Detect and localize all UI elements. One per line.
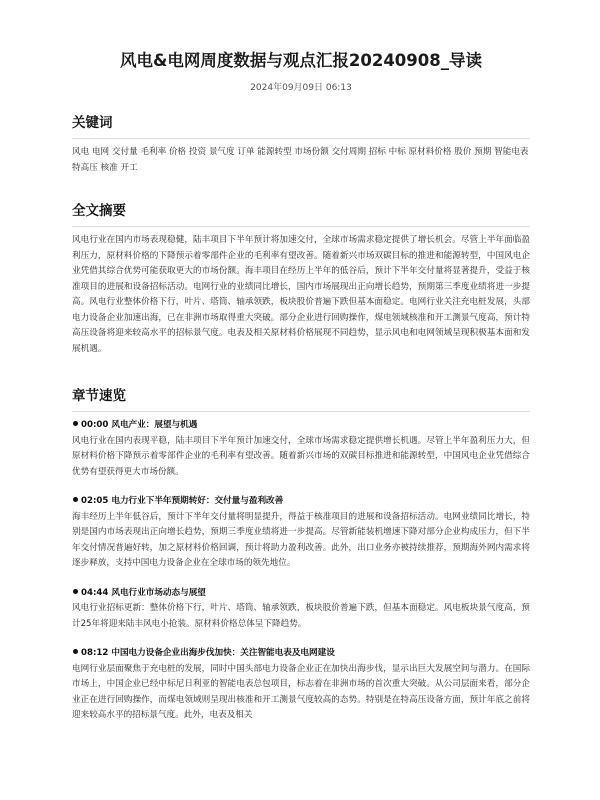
document-title: 风电&电网周度数据与观点汇报20240908_导读: [120, 51, 482, 70]
chapter-timestamp: 00:00: [81, 420, 109, 430]
keyword: 交付周期: [331, 147, 366, 157]
keyword: 投资: [188, 147, 207, 157]
keyword: 中标: [388, 147, 406, 157]
summary-divider: [72, 226, 530, 227]
keyword: 能源转型: [257, 147, 292, 157]
keyword: 开工: [120, 162, 138, 173]
chapter-item: [72, 494, 530, 572]
keywords-divider: [72, 138, 530, 139]
bullet-icon: [73, 589, 78, 594]
keyword: 核准: [100, 162, 118, 173]
chapter-text: 风电行业在国内表现平稳，陆丰项目下半年预计加速交付，全球市场需求稳定提供增长机遇。尽管上半年盈利压力大，但原材料价格下降预示着零部件企业的毛利率有望改善。随着新兴市场的双碳目标推进和能源转型，中国风电企业凭借综合优势有望获得更大市场份额。: [72, 435, 530, 477]
chapter-item: [72, 646, 530, 724]
chapter-heading: [72, 586, 530, 602]
chapter-text: 海丰经历上半年低谷后，预计下半年交付量将明显提升，得益于核准项目的进展和设备招标活动。电网业绩同比增长，特别是国内市场表现出正向增长趋势，预期三季度业绩将进一步提高。尽管新能装机增速下降对部分企业构成压力，但下半年交付情况普遍好转，加之原材料价格回调，预计将助力盈利改善。此外，出口业务亦被持续推荐，预期海外网内需求将逐步释放，支持中国电力设备企业在全球市场的领先地位。: [72, 511, 530, 568]
chapter-item: [72, 586, 530, 633]
chapters-heading: 章节速览: [72, 388, 126, 404]
keyword: 预期: [474, 147, 492, 157]
chapter-timestamp: 02:05: [81, 496, 109, 506]
bullet-icon: [73, 649, 78, 654]
keyword: 电网: [91, 147, 110, 157]
keyword: 景气度: [208, 147, 235, 157]
chapter-text: 电网行业层面聚焦于充电桩的发展，同时中国头部电力设备企业正在加快出海步伐，显示出巨大发展空间与潜力。在国际市场上，中国企业已经中标尼日利亚的智能电表总包项目，标志着在非洲市场的首次重大突破。从公司层面来看，部分企业正在进行回购操作，而煤电领域则呈现出核准和开工测景气度较高的态势。特别是在特高压设备方面，预计年底之前将迎来较高水平的招标景气度。此外，电表及相关: [72, 663, 530, 720]
keyword: 招标: [368, 147, 386, 157]
chapter-title: 风电行业市场动态与展望: [111, 587, 206, 598]
bullet-icon: [73, 497, 78, 502]
document-date: 2024年09月09日 06:13: [250, 83, 352, 93]
chapter-item: [72, 418, 530, 480]
chapter-title: 电力行业下半年预期转好：交付量与盈利改善: [111, 496, 284, 506]
chapters-divider: [72, 411, 530, 412]
keyword: 股价: [454, 147, 472, 157]
keyword: 风电: [72, 147, 90, 157]
keyword: 原材料价格: [408, 147, 452, 157]
summary-text: 风电行业在国内市场表现稳健，陆丰项目下半年预计将加速交付，全球市场需求稳定提供了增长机会。尽管上半年面临盈利压力，原材料价格的下降预示着零部件企业的毛利率有望改善。随着新兴市场双碳目标的推进和能源转型，中国风电企业凭借其综合优势可能获取更大的市场份额。海丰项目在经历上半年的低谷后，预计下半年交付量将显著提升，受益于核准项目的进展和设备招标活动。电网行业的业绩同比增长，国内市场展现出正向增长趋势，预期第三季度业绩将进一步提高。风电行业整体价格下行，叶片、塔筒、轴承领跌，板块股价普遍下跌但基本面稳定。电网行业关注充电桩发展，头部电力设备企业加速出海，已在非洲市场取得重大突破。部分企业进行回购操作，煤电领域核准和开工测景气度高，预计特高压设备将迎来较高水平的招标景气度。电表及相关原材料价格展现不同趋势，显示风电和电网领域呈现积极基本面和发展机遇。: [72, 235, 530, 354]
keyword: 智能电表: [494, 147, 529, 157]
keywords-heading: 关键词: [72, 115, 113, 131]
keyword: 特高压: [72, 162, 98, 173]
chapter-title: 风电产业：展望与机遇: [111, 420, 198, 430]
keyword: 价格: [168, 147, 187, 157]
chapter-heading: [72, 494, 530, 510]
chapter-text: 风电行业招标更新：整体价格下行，叶片、塔筒、轴承领跌，板块股价普遍下跌，但基本面稳定。风电板块景气度高，预计25年将迎来陆丰风电小抢装。原材料价格总体呈下降趋势。: [72, 603, 530, 629]
chapter-title: 中国电力设备企业出海步伐加快：关注智能电表及电网建设: [111, 648, 335, 658]
chapter-heading: [72, 646, 530, 662]
keyword: 交付量: [111, 147, 138, 157]
keyword: 市场份额: [294, 147, 329, 157]
bullet-icon: [73, 421, 78, 426]
chapter-timestamp: 04:44: [81, 587, 109, 598]
keyword: 毛利率: [140, 147, 167, 157]
keyword: 订单: [237, 147, 255, 157]
chapter-timestamp: 08:12: [81, 648, 109, 658]
summary-heading: 全文摘要: [72, 203, 126, 219]
chapter-heading: [72, 418, 530, 434]
keyword-list: [72, 145, 530, 176]
